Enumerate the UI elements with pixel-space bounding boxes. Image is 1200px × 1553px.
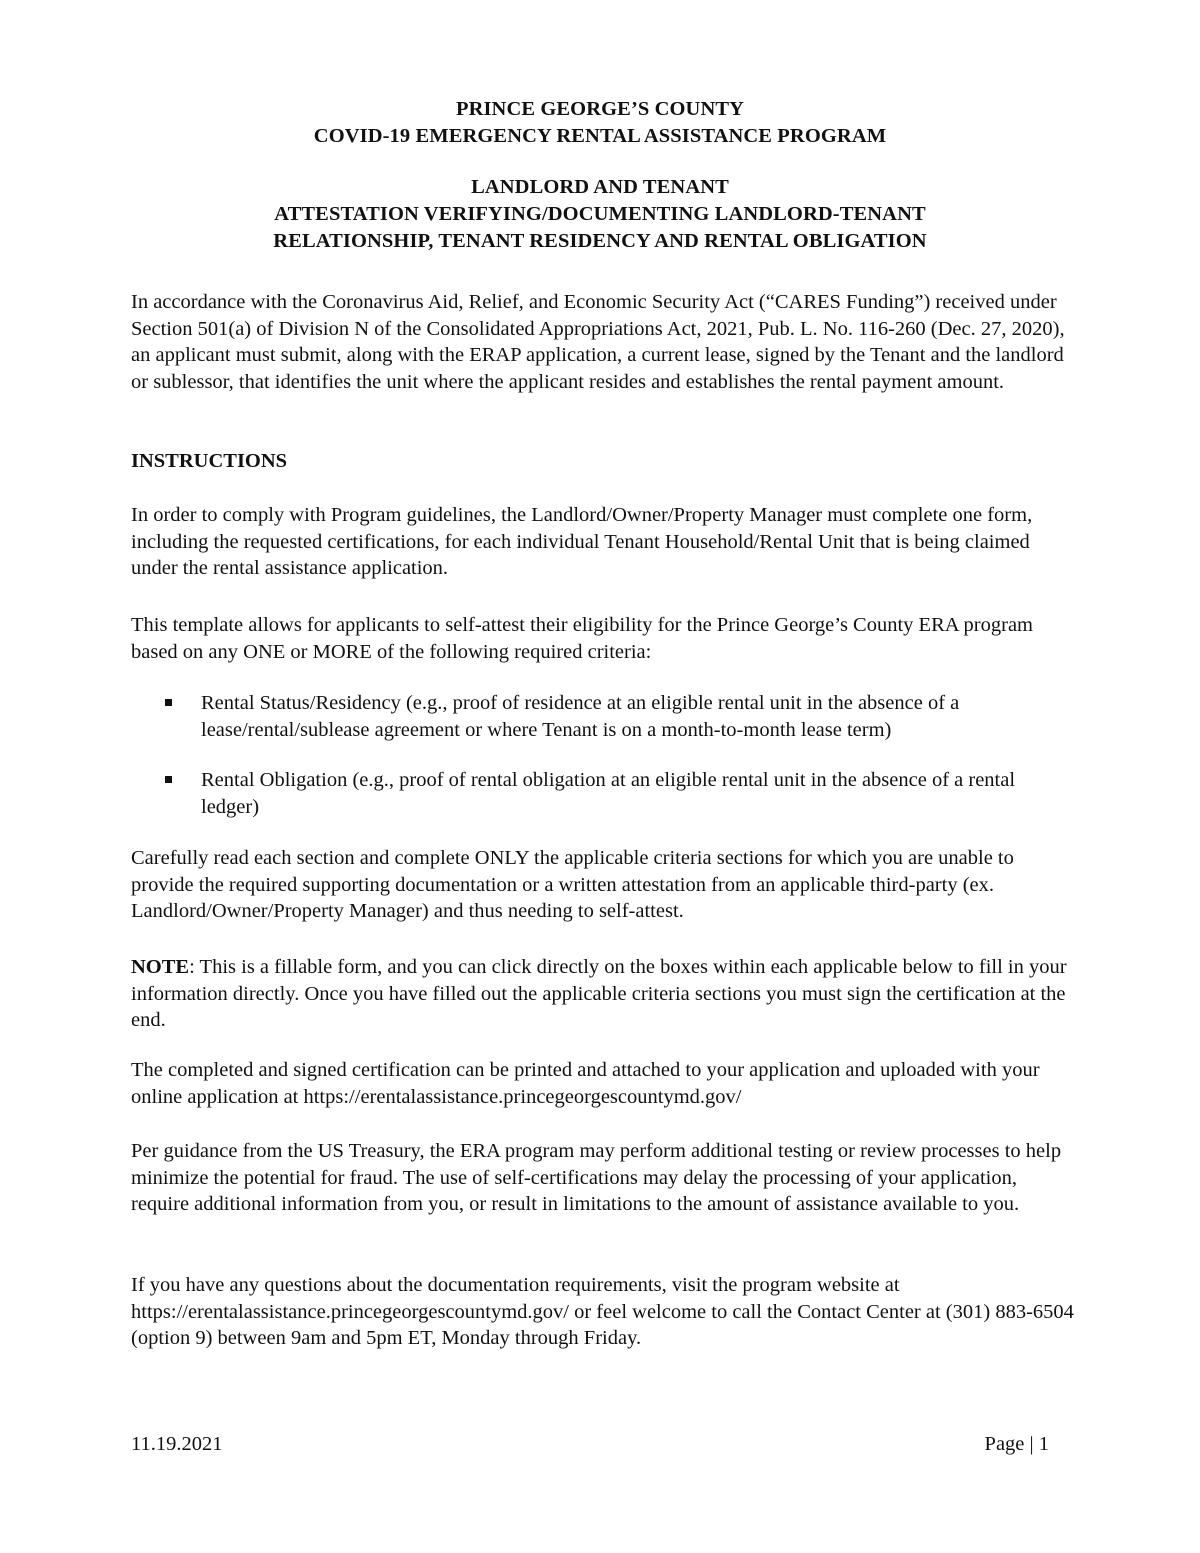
intro-text: In accordance with the Coronavirus Aid, Relief, and Economic Security Act (“CARES Funding”) received under Section 501(a) of Division N of the Consolidated Appropriations Act, 2021, Pub. L. No. 116-260 (Dec. 27, 2020), an applicant must submit, along with the ERAP application, a current lease, signed by the Tenant and the landlord or sublessor, that identifies the unit where the applicant resides and establishes the rental payment amount. (131, 291, 1065, 393)
criteria-text-1: Rental Status/Residency (e.g., proof of residence at an eligible rental unit in the absence of a lease/rental/sublease agreement or where Tenant is on a month-to-month lease term) (201, 692, 960, 741)
questions-text: If you have any questions about the documentation requirements, visit the program website at https://erentalassistance.princegeorgescountymd.gov/ or feel welcome to call the Contact Center at (301) 883-6504 (option 9) between 9am and 5pm ET, Monday through Friday. (131, 1274, 1074, 1349)
criteria-bullet-2 (131, 767, 1076, 820)
footer-date: 11.19.2021 (131, 1433, 223, 1455)
careful-text: Carefully read each section and complete ONLY the applicable criteria sections for which you are unable to provide the required supporting documentation or a written attestation from an applicable third-party (ex. Landlord/Owner/Property Manager) and thus needing to self-attest. (131, 847, 1014, 922)
instructions-text-2: This template allows for applicants to self-attest their eligibility for the Prince George’s County ERA program based on any ONE or MORE of the following required criteria: (131, 614, 1033, 663)
intro-paragraph (131, 289, 1076, 395)
instructions-paragraph-1 (131, 502, 1076, 582)
criteria-bullet-1 (131, 690, 1076, 743)
program-title: COVID-19 EMERGENCY RENTAL ASSISTANCE PROGRAM (313, 125, 887, 147)
footer-page-number: Page | 1 (984, 1433, 1049, 1455)
completed-paragraph (131, 1057, 1076, 1110)
bullet-square-icon (165, 776, 172, 783)
form-title-line2: RELATIONSHIP, TENANT RESIDENCY AND RENTAL OBLIGATION (273, 230, 927, 252)
note-paragraph (131, 954, 1076, 1034)
county-title: PRINCE GEORGE’S COUNTY (455, 98, 745, 120)
treasury-text: Per guidance from the US Treasury, the ERA program may perform additional testing or review processes to help minimize the potential for fraud. The use of self-certifications may delay the processing of your application, require additional information from you, or result in limitations to the amount of assistance available to you. (131, 1140, 1062, 1215)
header-block-1 (100, 96, 1100, 150)
form-audience: LANDLORD AND TENANT (471, 176, 729, 198)
note-text: : This is a fillable form, and you can click directly on the boxes within each applicable below to fill in your information directly. Once you have filled out the applicable criteria sections you must sign the certification at the end. (131, 956, 1067, 1031)
criteria-text-2: Rental Obligation (e.g., proof of rental obligation at an eligible rental unit in the absence of a rental ledger) (201, 769, 1016, 818)
form-title-line1: ATTESTATION VERIFYING/DOCUMENTING LANDLORD-TENANT (274, 203, 926, 225)
instructions-paragraph-2 (131, 612, 1076, 665)
instructions-text-1: In order to comply with Program guidelines, the Landlord/Owner/Property Manager must complete one form, including the requested certifications, for each individual Tenant Household/Rental Unit that is being claimed under the rental assistance application. (131, 504, 1033, 579)
treasury-paragraph (131, 1138, 1076, 1218)
header-block-2 (100, 174, 1100, 255)
bullet-square-icon (165, 699, 172, 706)
questions-paragraph (131, 1272, 1076, 1352)
careful-paragraph (131, 845, 1076, 925)
completed-text: The completed and signed certification can be printed and attached to your application and uploaded with your online application at https://erentalassistance.princegeorgescountymd.gov/ (131, 1059, 1040, 1108)
note-label: NOTE (131, 956, 190, 978)
instructions-heading: INSTRUCTIONS (131, 450, 288, 472)
